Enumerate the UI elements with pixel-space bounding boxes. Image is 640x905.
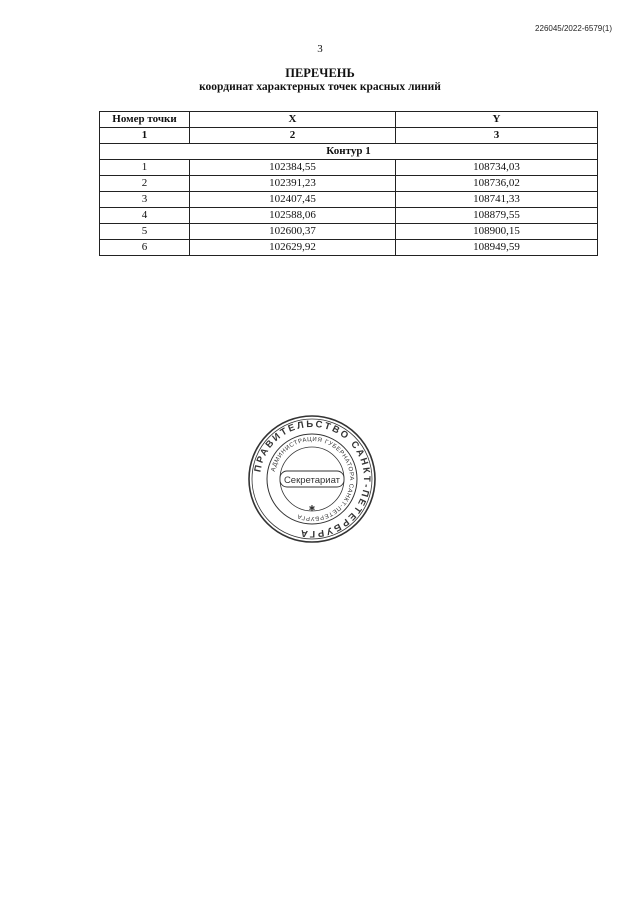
page-subtitle: координат характерных точек красных линий	[199, 81, 441, 93]
official-seal	[247, 414, 377, 544]
y-value: 108879,55	[396, 208, 598, 224]
header-point-number: Номер точки	[100, 112, 190, 128]
point-number: 2	[100, 176, 190, 192]
x-value: 102588,06	[190, 208, 396, 224]
column-number-row	[100, 128, 598, 144]
y-value: 108734,03	[396, 160, 598, 176]
column-number: 3	[396, 128, 598, 144]
point-number: 6	[100, 240, 190, 256]
x-value: 102384,55	[190, 160, 396, 176]
svg-text:Секретариат: Секретариат	[283, 475, 341, 486]
document-id: 226045/2022-6579(1)	[535, 24, 612, 33]
contour-row	[100, 144, 598, 160]
table-row	[100, 160, 598, 176]
coordinates-table	[99, 111, 598, 256]
x-value: 102407,45	[190, 192, 396, 208]
contour-label: Контур 1	[100, 144, 598, 160]
table-row	[100, 208, 598, 224]
page-number: 3	[317, 43, 323, 55]
page-title: ПЕРЕЧЕНЬ	[285, 66, 355, 80]
table-row	[100, 192, 598, 208]
column-number: 2	[190, 128, 396, 144]
svg-text:✱: ✱	[308, 504, 316, 513]
point-number: 1	[100, 160, 190, 176]
y-value: 108741,33	[396, 192, 598, 208]
x-value: 102391,23	[190, 176, 396, 192]
table-header-row	[100, 112, 598, 128]
table-row	[100, 224, 598, 240]
header-x: X	[190, 112, 396, 128]
y-value: 108736,02	[396, 176, 598, 192]
column-number: 1	[100, 128, 190, 144]
point-number: 4	[100, 208, 190, 224]
seal-icon	[247, 414, 377, 544]
table-row	[100, 176, 598, 192]
y-value: 108900,15	[396, 224, 598, 240]
point-number: 3	[100, 192, 190, 208]
svg-text:АДМИНИСТРАЦИЯ ГУБЕРНАТОРА САНК: АДМИНИСТРАЦИЯ ГУБЕРНАТОРА САНКТ-ПЕТЕРБУРГА	[270, 436, 355, 522]
header-y: Y	[396, 112, 598, 128]
table-row	[100, 240, 598, 256]
x-value: 102600,37	[190, 224, 396, 240]
svg-text:ПРАВИТЕЛЬСТВО САНКТ-ПЕТЕРБУРГА: ПРАВИТЕЛЬСТВО САНКТ-ПЕТЕРБУРГА	[252, 418, 373, 540]
point-number: 5	[100, 224, 190, 240]
x-value: 102629,92	[190, 240, 396, 256]
y-value: 108949,59	[396, 240, 598, 256]
